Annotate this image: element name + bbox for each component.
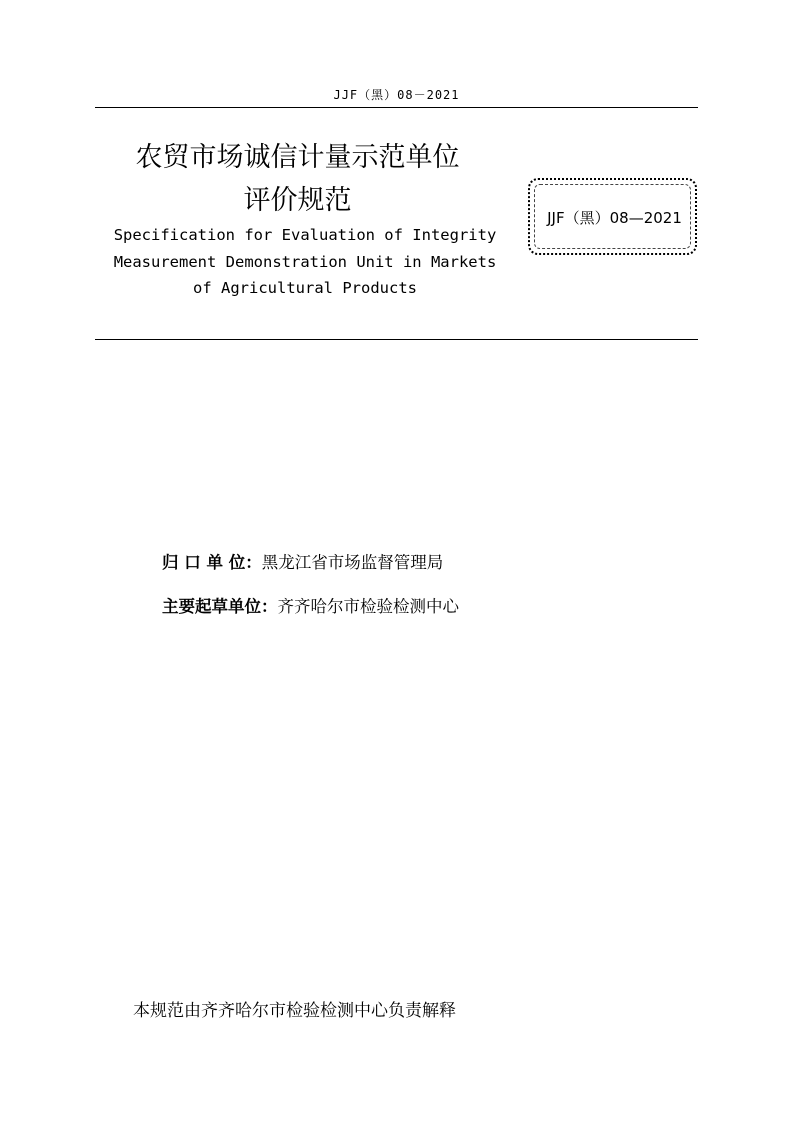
authority-value: 黑龙江省市场监督管理局 (261, 553, 444, 572)
framed-standard-code: JJF（黑）08—2021 (547, 209, 682, 227)
title-english (100, 222, 510, 302)
title-english-line-1: Specification for Evaluation of Integrity (113, 226, 497, 244)
standard-code-frame (528, 178, 697, 255)
title-english-line-2: Measurement Demonstration Unit in Markets (113, 252, 497, 271)
drafter-value: 齐齐哈尔市检验检测中心 (277, 597, 459, 616)
drafter-row (162, 593, 459, 617)
authority-row (162, 549, 443, 573)
header-standard-code: JJF（黑）08－2021 (333, 88, 460, 102)
header-divider (95, 107, 698, 108)
interpretation-note: 本规范由齐齐哈尔市检验检测中心负责解释 (133, 1001, 456, 1021)
authority-label: 归 口 单 位： (162, 553, 262, 572)
drafter-label: 主要起草单位： (162, 597, 278, 616)
title-chinese-line-2: 评价规范 (243, 185, 352, 216)
title-chinese-line-1: 农贸市场诚信计量示范单位 (135, 142, 460, 173)
title-english-line-3: of Agricultural Products (193, 279, 417, 297)
title-divider (95, 339, 698, 340)
